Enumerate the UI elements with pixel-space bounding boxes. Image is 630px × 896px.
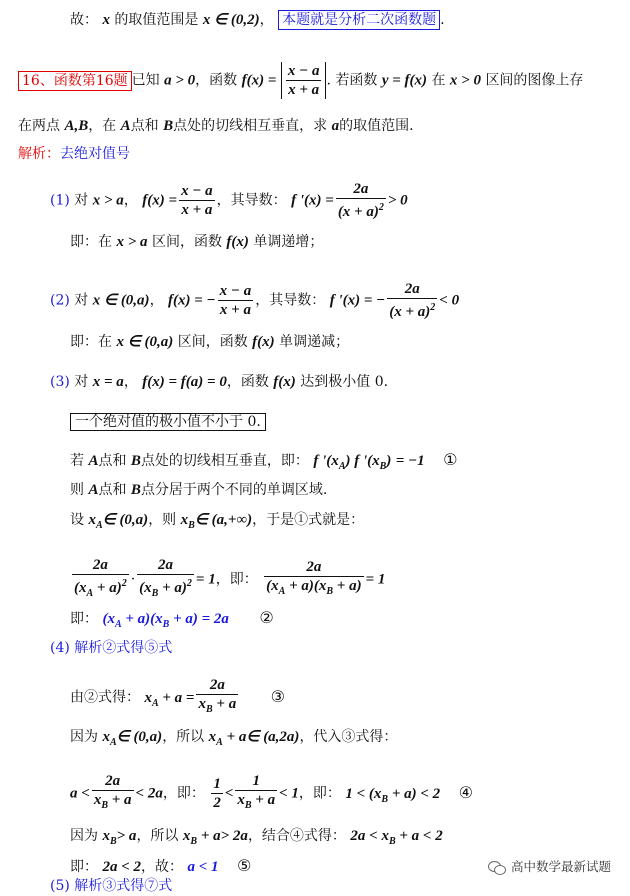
text: ，其导数：	[216, 192, 287, 209]
math: f(x) = f(a) = 0	[142, 374, 227, 390]
math: A	[88, 482, 99, 498]
text: 故：	[70, 12, 98, 28]
abs-fraction: $\frac{x - a}{x + a}$	[281, 62, 327, 99]
text: 点处的切线相互垂直，即：	[140, 453, 309, 469]
result-line	[70, 856, 251, 877]
text: (4)	[50, 640, 70, 656]
math: x = a	[92, 374, 124, 390]
equation-product: $\frac{2a}{(x_A + a)^2}$ · $\frac{2a}{(x_B + a)^2}$ = 1，即： $\frac{2a}{(x_A + a)(x_B + a)}$ = 1	[74, 557, 386, 599]
text: 在	[431, 72, 446, 89]
math: ∈ (0,a)	[102, 512, 149, 528]
text: 解析：	[18, 146, 60, 162]
math: A	[88, 453, 99, 469]
math: 2a < 2	[102, 859, 142, 875]
wechat-icon	[488, 859, 506, 874]
text: ③	[270, 686, 286, 706]
math: A,B	[64, 118, 89, 134]
step-5	[50, 876, 172, 896]
text: ，其导数：	[255, 292, 326, 309]
text: 区间，函数	[177, 334, 248, 350]
text: (2)	[50, 292, 70, 309]
math: a < 1	[187, 859, 219, 875]
text: ，	[259, 12, 274, 28]
inequality-4: a < $\frac{2a}{x_B + a}$ < 2a，即： $\frac{1}{2}$ < $\frac{1}{x_B + a}$ < 1，即： $1 < (x_B + a) < 2$ ④	[70, 773, 473, 811]
text: 设	[70, 512, 84, 528]
math: x	[102, 12, 110, 28]
text: 解析③式得⑦式	[74, 878, 173, 894]
boxed-note	[70, 412, 266, 432]
step-1-result: 即：在 x > a 区间，函数 f(x) 单调递增；	[70, 234, 324, 250]
text: 的取值范围.	[339, 118, 414, 134]
problem-16: 16、函数第16题 已知 a > 0，函数 f(x) = $\frac{x - a}{x + a}$ . 若函数 y = f(x) 在 x > 0 区间的图像上存	[18, 62, 583, 99]
text: ，函数	[226, 374, 269, 390]
watermark-text: 高中数学最新试题	[511, 859, 612, 874]
text: ，所以	[162, 729, 205, 745]
text: 由②式得：	[70, 689, 140, 706]
text: (1)	[50, 192, 70, 209]
step-1: (1) 对 x > a， f(x) = $\frac{x - a}{x + a}$ ，其导数： f '(x) = $\frac{2a}{(x + a)^2}$ > 0	[50, 181, 408, 220]
text: 即：在	[70, 334, 112, 350]
math: a > 0	[164, 72, 196, 89]
math: = −1	[395, 453, 425, 469]
assume-line: 设 $x_A\in$ (0,a)，则 $x_B\in$ (a,+∞)，于是①式就是：	[70, 512, 365, 531]
text: 即：	[70, 859, 98, 875]
math: a	[331, 118, 340, 134]
text: ②	[259, 608, 274, 627]
text: 因为	[70, 828, 98, 844]
math: > a	[116, 828, 137, 844]
equation-2: 即： $(x_A + a)(x_B + a) = 2a$ ②	[70, 608, 274, 630]
math: ∈ (a,+∞)	[194, 512, 253, 528]
text: ①	[443, 450, 458, 469]
step-3: (3) 对 x = a， f(x) = f(a) = 0，函数 f(x) 达到极小值 0.	[50, 374, 389, 390]
watermark	[488, 857, 611, 875]
text: 点分居于两个不同的单调区域.	[140, 482, 328, 498]
text: 即：在	[70, 234, 112, 250]
math: x ∈ (0,2)	[202, 12, 260, 28]
text: 达到极小值 0.	[300, 374, 389, 390]
text: 一个绝对值的极小值不小于 0.	[70, 413, 266, 431]
text: 已知	[131, 72, 160, 89]
text: ，则	[148, 512, 177, 528]
text: 单调递增；	[253, 234, 324, 250]
text: ，于是①式就是：	[252, 512, 365, 528]
text: ，	[123, 192, 138, 209]
math: x ∈ (0,a)	[92, 292, 150, 309]
text: 点处的切线相互垂直，求	[173, 118, 328, 134]
text: 若	[70, 453, 84, 469]
highlight-box: 本题就是分析二次函数题	[278, 10, 440, 30]
step-4	[50, 638, 172, 658]
text: 点和	[98, 453, 127, 469]
conclusion-line	[70, 10, 445, 30]
text: 对	[74, 192, 89, 209]
math: x > a	[92, 192, 124, 209]
problem-label: 16、函数第16题	[18, 71, 132, 91]
text: 则	[70, 482, 84, 498]
text: 单调递减；	[279, 334, 350, 350]
text: ，函数	[195, 72, 238, 89]
text: 解析②式得⑤式	[74, 640, 173, 656]
math: > 2a	[220, 828, 248, 844]
text: 点和	[98, 482, 127, 498]
math: x > a	[116, 234, 148, 250]
text: 区间的图像上存	[485, 72, 584, 89]
separate-regions	[70, 480, 327, 500]
text: ，所以	[136, 828, 179, 844]
text: .	[440, 12, 445, 28]
text: 点和	[130, 118, 159, 134]
text: 对	[74, 292, 89, 309]
math: = 1	[365, 571, 386, 588]
text: ，在	[88, 118, 117, 134]
math: A	[120, 118, 131, 134]
text: (5)	[50, 878, 70, 894]
text: 即：	[70, 611, 98, 627]
text: ④	[458, 782, 473, 802]
math: B	[130, 482, 141, 498]
math: B	[163, 118, 174, 134]
text: ，故：	[141, 859, 184, 875]
math: B	[130, 453, 141, 469]
math: ∈ (a,2a)	[246, 729, 300, 745]
math: ∈ (0,a)	[116, 729, 163, 745]
text: . 若函数	[326, 72, 378, 89]
text: 因为	[70, 729, 98, 745]
substitute-line: 因为 $x_A\in$ (0,a)，所以 $x_A$ + a∈ (a,2a)，代入③式得：	[70, 729, 398, 748]
step-2-result: 即：在 x ∈ (0,a) 区间，函数 f(x) 单调递减；	[70, 334, 350, 350]
text: 在两点	[18, 118, 60, 134]
text: 区间，函数	[151, 234, 222, 250]
problem-16-cont	[18, 116, 414, 136]
text: 的取值范围是	[114, 12, 199, 28]
math: x ∈ (0,a)	[116, 334, 174, 350]
text: ，即：	[162, 785, 205, 802]
perp-condition: 若 A点和 B点处的切线相互垂直，即： f '$(x_A)$ f '$(x_B) = -1$ ①	[70, 450, 458, 472]
text: ，代入③式得：	[299, 729, 398, 745]
text: ，即：	[215, 571, 258, 588]
equation-3: 由②式得： $x_A + a$ = $\frac{2a}{x_B + a}$ ③	[70, 677, 286, 715]
step-2: (2) 对 x ∈ (0,a)， f(x) = − $\frac{x - a}{x + a}$ ，其导数： f '(x) = − $\frac{2a}{(x + a)^2}$ < 0	[50, 281, 460, 320]
text: 去绝对值号	[60, 146, 130, 162]
text: ⑤	[236, 856, 252, 875]
text: (3)	[50, 374, 70, 390]
math: > 0	[387, 192, 408, 209]
text: ，即：	[298, 785, 341, 802]
solution-header	[18, 144, 130, 164]
text: ，结合④式得：	[247, 828, 346, 844]
math: < 0	[439, 292, 460, 309]
math: = 1	[195, 571, 216, 588]
text: 对	[74, 374, 89, 390]
combine-line: 因为 $x_B> a$，所以 $x_B + a> 2a$，结合④式得： $2a < x_B + a < 2$	[70, 828, 443, 847]
